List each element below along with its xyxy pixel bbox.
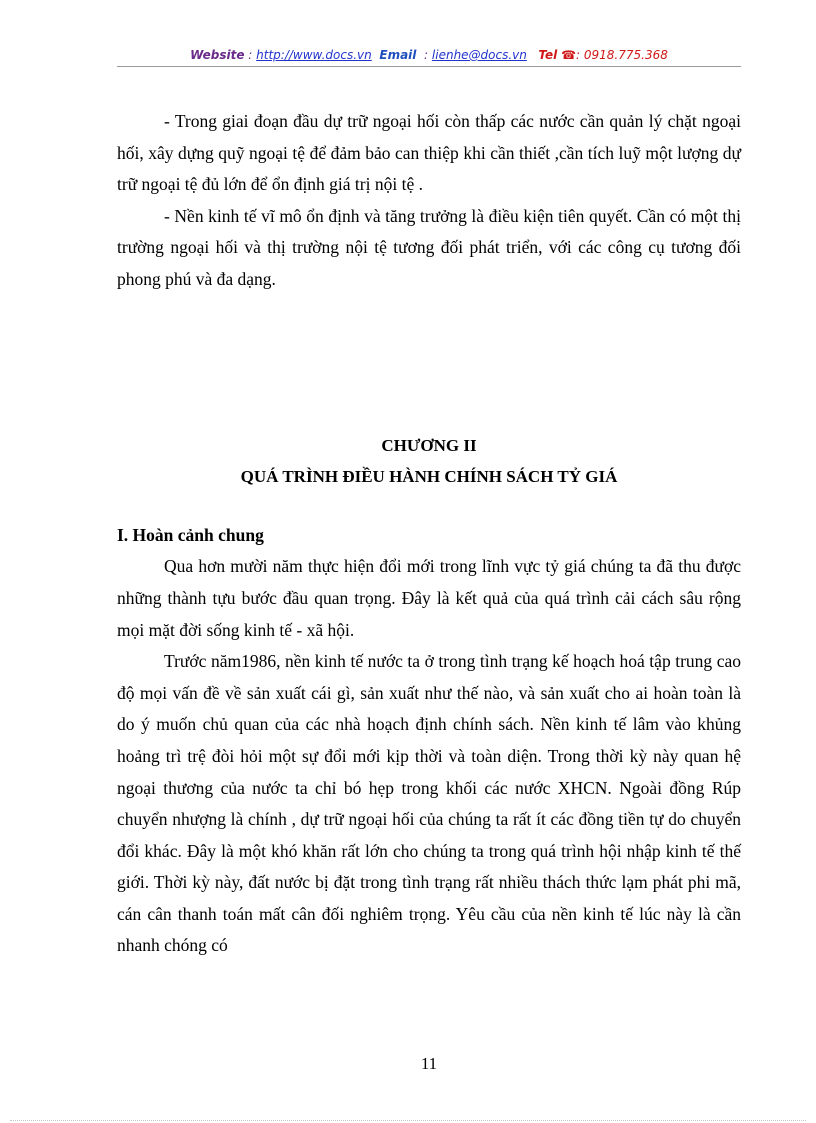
spacer [117, 296, 741, 430]
paragraph-reserve-management: - Trong giai đoạn đầu dự trữ ngoại hối còn thấp các nước cần quản lý chặt ngoại hối, xây dựng quỹ ngoại tệ để đảm bảo can thiệp khi cần thiết ,cần tích luỹ một lượng dự trữ ngoại tệ đủ lớn để ổn định giá trị nội tệ . [117, 111, 741, 195]
paragraph-before-1986: Trước năm1986, nền kinh tế nước ta ở trong tình trạng kế hoạch hoá tập trung cao độ mọi vấn đề về sản xuất cái gì, sản xuất như thế nào, và sản xuất cho ai hoàn toàn là do ý muốn chủ quan của các nhà hoạch định chính sách. Nền kinh tế lâm vào khủng hoảng trì trệ đòi hỏi một sự đổi mới kịp thời và toàn diện. Trong thời kỳ này quan hệ ngoại thương của nước ta chỉ bó hẹp trong khối các nước XHCN. Ngoài đồng Rúp chuyển nhượng là chính , dự trữ ngoại hối của chúng ta rất ít các đồng tiền tự do chuyển đổi khác. Đây là một khó khăn rất lớn cho chúng ta trong quá trình hội nhập kinh tế thế giới. Thời kỳ này, đất nước bị đặt trong tình trạng rất nhiều thách thức lạm phát phi mã, cán cân thanh toán mất cân đối nghiêm trọng. Yêu cầu của nền kinh tế lúc này là cần nhanh chóng có [117, 651, 741, 956]
email-label: Email [379, 48, 417, 62]
tel-label: Tel [538, 48, 558, 62]
page-bottom-divider [10, 1120, 806, 1121]
paragraph-overview: Qua hơn mười năm thực hiện đổi mới trong lĩnh vực tỷ giá chúng ta đã thu được những thành tựu bước đầu quan trọng. Đây là kết quả của quá trình cải cách sâu rộng mọi mặt đời sống kinh tế - xã hội. [117, 556, 741, 640]
page-number: 11 [420, 1054, 438, 1073]
header-divider [117, 66, 741, 67]
page-body [117, 106, 741, 962]
paragraph-macro-stability: - Nền kinh tế vĩ mô ổn định và tăng trưởng là điều kiện tiên quyết. Cần có một thị trường ngoại hối và thị trường nội tệ tương đối phát triển, với các công cụ tương đối phong phú và đa dạng. [117, 205, 741, 289]
email-link[interactable]: lienhe@docs.vn [431, 48, 527, 62]
chapter-title: QUÁ TRÌNH ĐIỀU HÀNH CHÍNH SÁCH TỶ GIÁ [240, 467, 618, 487]
phone-icon: ☎ [561, 48, 577, 62]
tel-number: 0918.775.368 [583, 48, 668, 62]
website-label: Website [190, 48, 245, 62]
spacer [117, 493, 741, 520]
chapter-number: CHƯƠNG II [381, 435, 477, 455]
page-header: Website : http://www.docs.vn Email : lienhe@docs.vn Tel ☎: 0918.775.368 [190, 48, 668, 62]
section-heading: I. Hoàn cảnh chung [117, 524, 264, 545]
website-link[interactable]: http://www.docs.vn [256, 48, 372, 62]
